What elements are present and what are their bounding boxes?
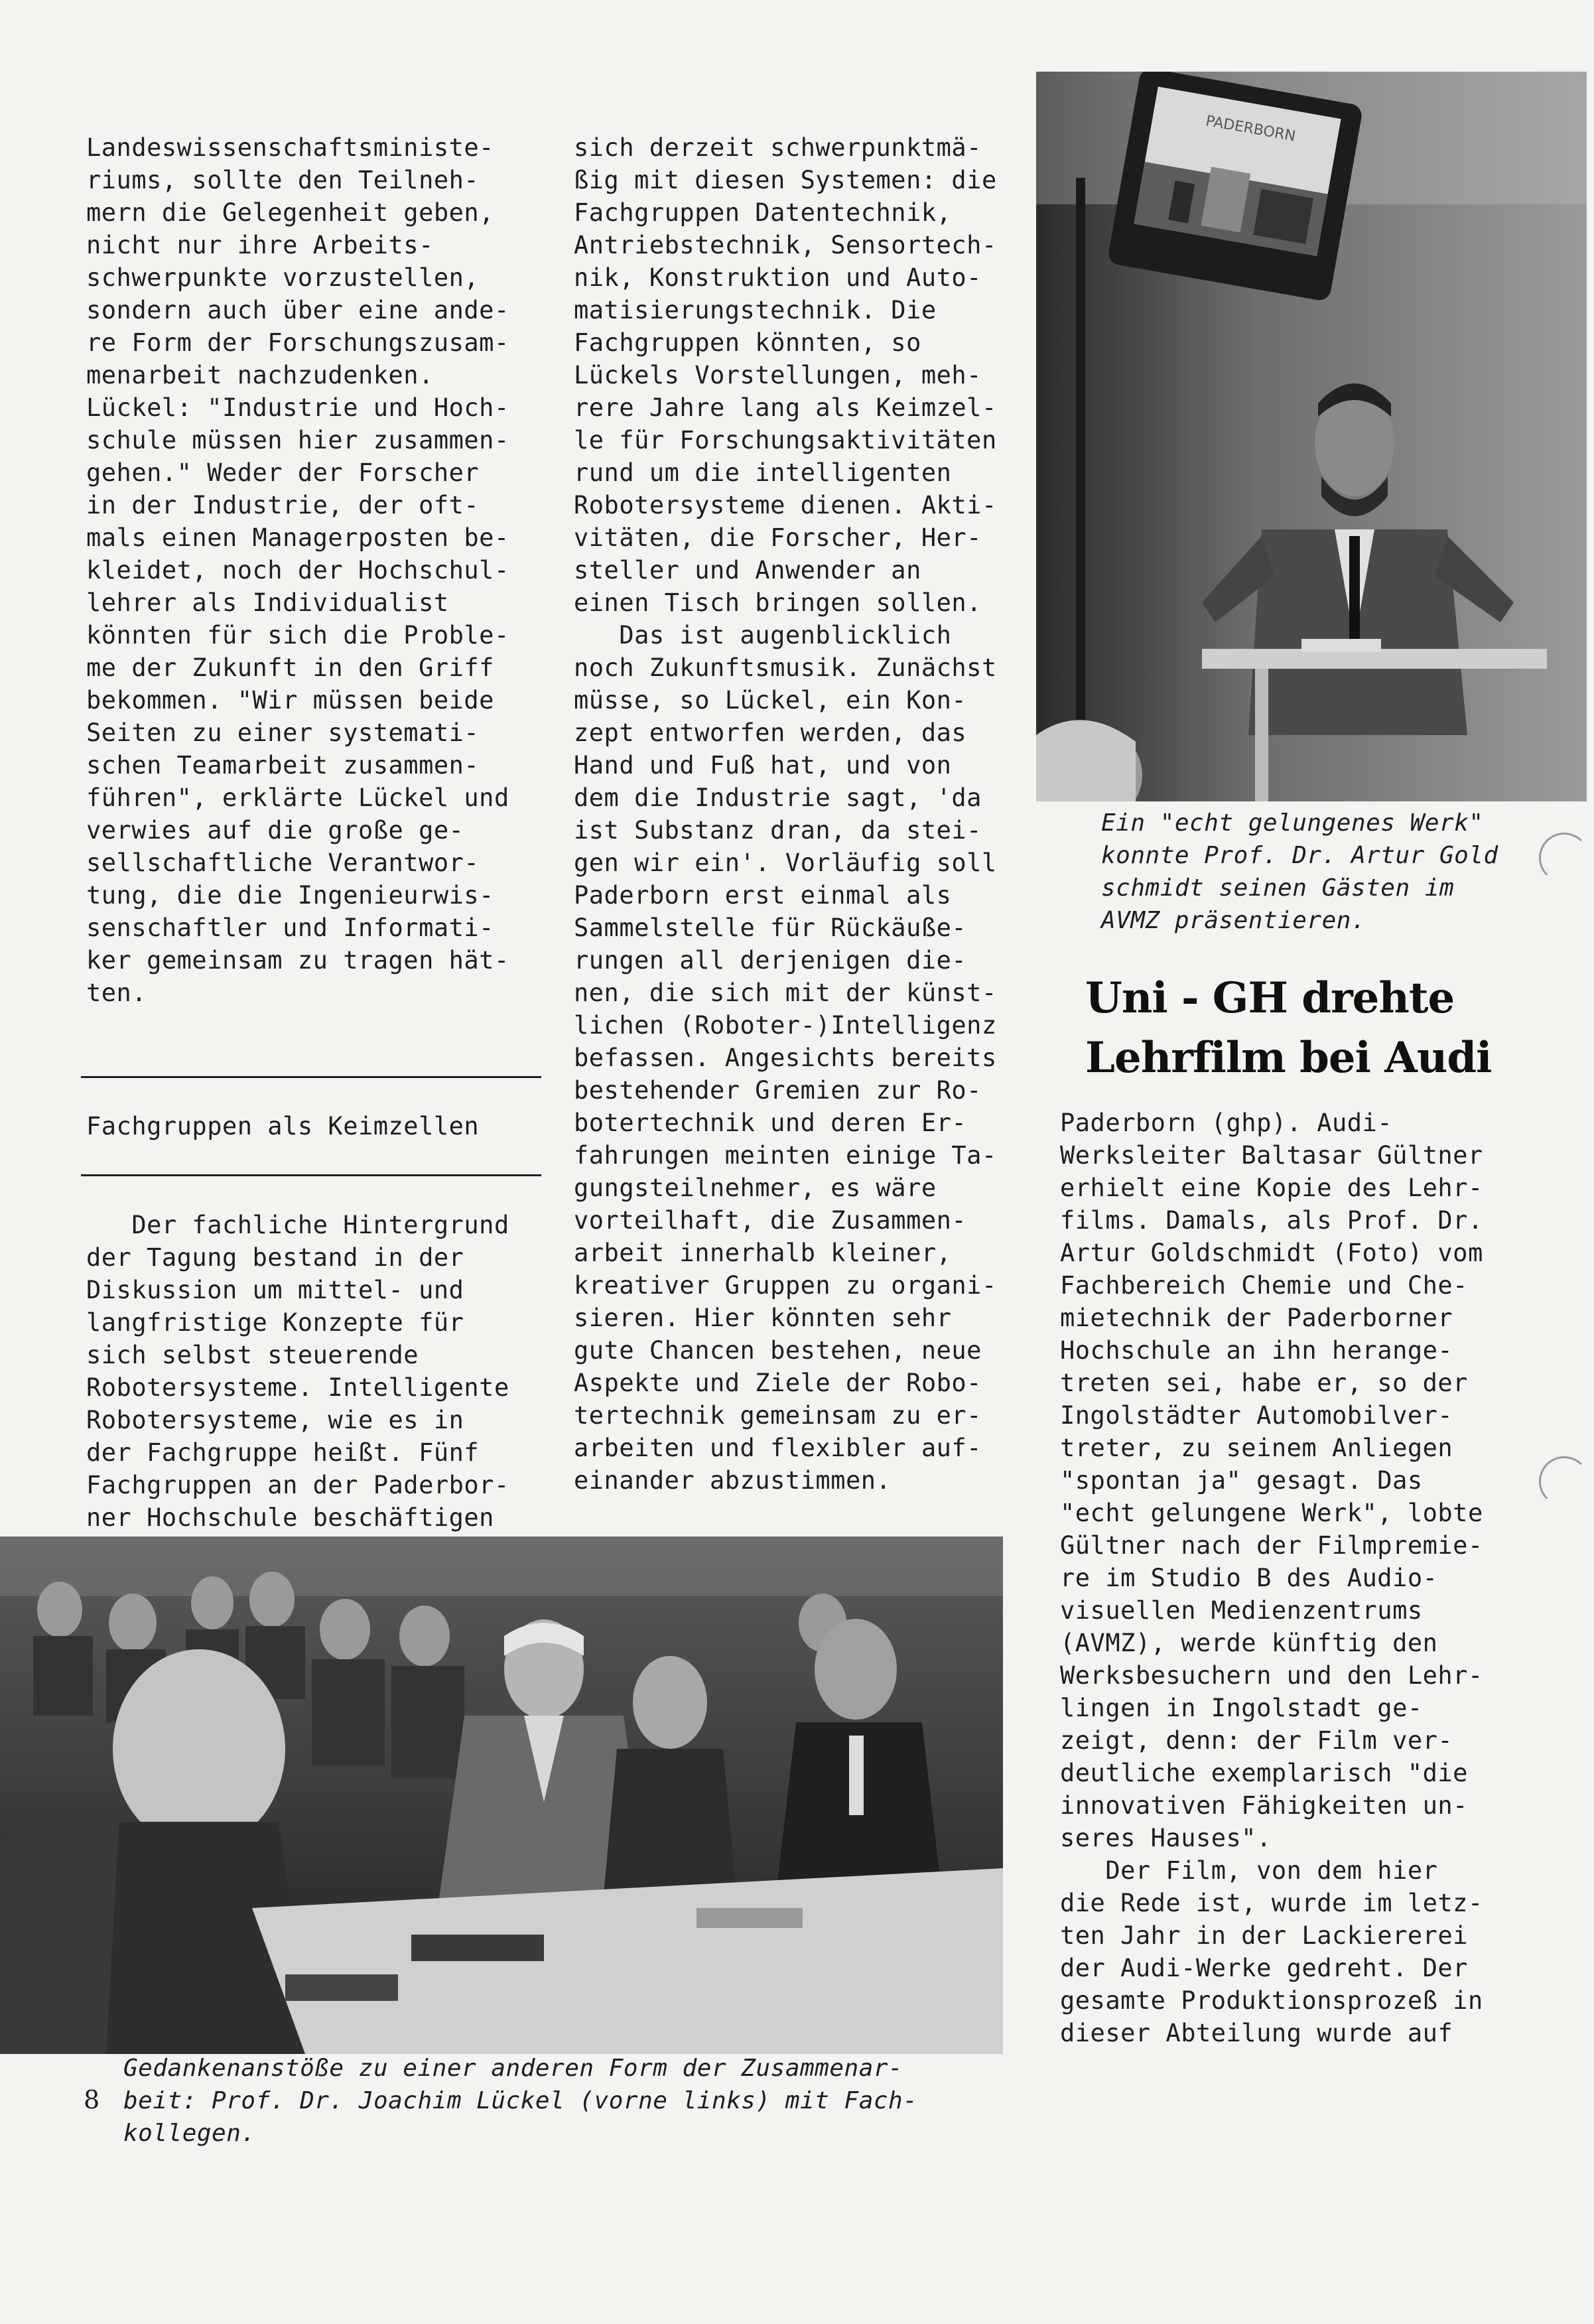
photo-audience-image <box>0 1537 1003 2054</box>
photo-audience <box>0 1537 1003 2054</box>
sidebar-headline <box>1085 969 1491 1088</box>
subhead-rule-top <box>81 1076 541 1078</box>
caption-speaker: Ein "echt gelungenes Werk" konnte Prof. Dr. Artur Gold schmidt seinen Gästen im AVMZ präsentieren. <box>1101 809 1498 934</box>
article-column-1-continued: Der fachliche Hintergrund der Tagung bestand in der Diskussion um mittel- und langfristige Konzepte für sich selbst steuerende Robotersysteme. Intelligente Robotersysteme, wie es in der Fachgruppe heißt. Fünf Fachgruppen an der Paderbor- ner Hochschule beschäftigen <box>86 1211 509 1532</box>
photo-speaker-image <box>1036 72 1587 801</box>
subhead: Fachgruppen als Keimzellen <box>86 1112 480 1140</box>
article-column-1: Landeswissenschaftsministe- riums, sollte den Teilneh- mern die Gelegenheit geben, nicht nur ihre Arbeits- schwerpunkte vorzustellen, sondern auch über eine ande- re Form der Forschungszusam- menarbeit nachzudenken. Lückel: "Industrie und Hoch- schule müssen hier zusammen- gehen." Weder der Forscher in der Industrie, der oft- mals einen Managerposten be- kleidet, noch der Hochschul- lehrer als Individualist könnten für sich die Proble- me der Zukunft in den Griff bekommen. "Wir müssen beide Seiten zu einer systemati- schen Teamarbeit zusammen- führen", erklärte Lückel und verwies auf die große ge- sellschaftliche Verantwor- tung, die die Ingenieurwis- senschaftler und Informati- ker gemeinsam zu tragen hät- ten. <box>86 133 509 1007</box>
punch-hole-mark-top <box>1539 833 1589 883</box>
subhead-rule-bottom <box>81 1174 541 1176</box>
punch-hole-mark-bottom <box>1539 1456 1589 1507</box>
monitor-title: PADERBORN <box>1204 113 1297 145</box>
sidebar-headline-line-2: Lehrfilm bei Audi <box>1085 1033 1492 1083</box>
sidebar-body: Paderborn (ghp). Audi- Werksleiter Baltasar Gültner erhielt eine Kopie des Lehr- films. Damals, als Prof. Dr. Artur Goldschmidt (Foto) vom Fachbereich Chemie und Che- mietechnik der Paderborner Hochschule an ihn herange- treten sei, habe er, so der Ingolstädter Automobilver- treter, zu seinem Anliegen "spontan ja" gesagt. Das "echt gelungene Werk", lobte Gültner nach der Filmpremie- re im Studio B des Audio- visuellen Medienzentrums (AVMZ), werde künftig den Werksbesuchern und den Lehr- lingen in Ingolstadt ge- zeigt, denn: der Film ver- deutliche exemplarisch "die innovativen Fähigkeiten un- seres Hauses". Der Film, von dem hier die Rede ist, wurde im letz- ten Jahr in der Lackiererei der Audi-Werke gedreht. Der gesamte Produktionsprozeß in dieser Abteilung wurde auf <box>1060 1109 1483 2047</box>
photo-speaker <box>1036 72 1587 801</box>
caption-audience: Gedankenanstöße zu einer anderen Form der Zusammenar- beit: Prof. Dr. Joachim Lückel (vorne links) mit Fach- kollegen. <box>123 2055 918 2147</box>
page-number: 8 <box>84 2085 100 2114</box>
article-column-2: sich derzeit schwerpunktmä- ßig mit diesen Systemen: die Fachgruppen Datentechnik, Antriebstechnik, Sensortech- nik, Konstruktion und Auto- matisierungstechnik. Die Fachgruppen könnten, so Lückels Vorstellungen, meh- rere Jahre lang als Keimzel- le für Forschungsaktivitäten rund um die intelligenten Robotersysteme dienen. Akti- vitäten, die Forscher, Her- steller und Anwender an einen Tisch bringen sollen. Das ist augenblicklich noch Zukunftsmusik. Zunächst müsse, so Lückel, ein Kon- zept entworfen werden, das Hand und Fuß hat, und von dem die Industrie sagt, 'da ist Substanz dran, da stei- gen wir ein'. Vorläufig soll Paderborn erst einmal als Sammelstelle für Rückäuße- rungen all derjenigen die- nen, die sich mit der künst- lichen (Roboter-)Intelligenz befassen. Angesichts bereits bestehender Gremien zur Ro- botertechnik und deren Er- fahrungen meinten einige Ta- gungsteilnehmer, es wäre vorteilhaft, die Zusammen- arbeit innerhalb kleiner, kreativer Gruppen zu organi- sieren. Hier könnten sehr gute Chancen bestehen, neue Aspekte und Ziele der Robo- tertechnik gemeinsam zu er- arbeiten und flexibler auf- einander abzustimmen. <box>574 133 997 1495</box>
sidebar-headline-line-1: Uni - GH drehte <box>1085 973 1455 1023</box>
